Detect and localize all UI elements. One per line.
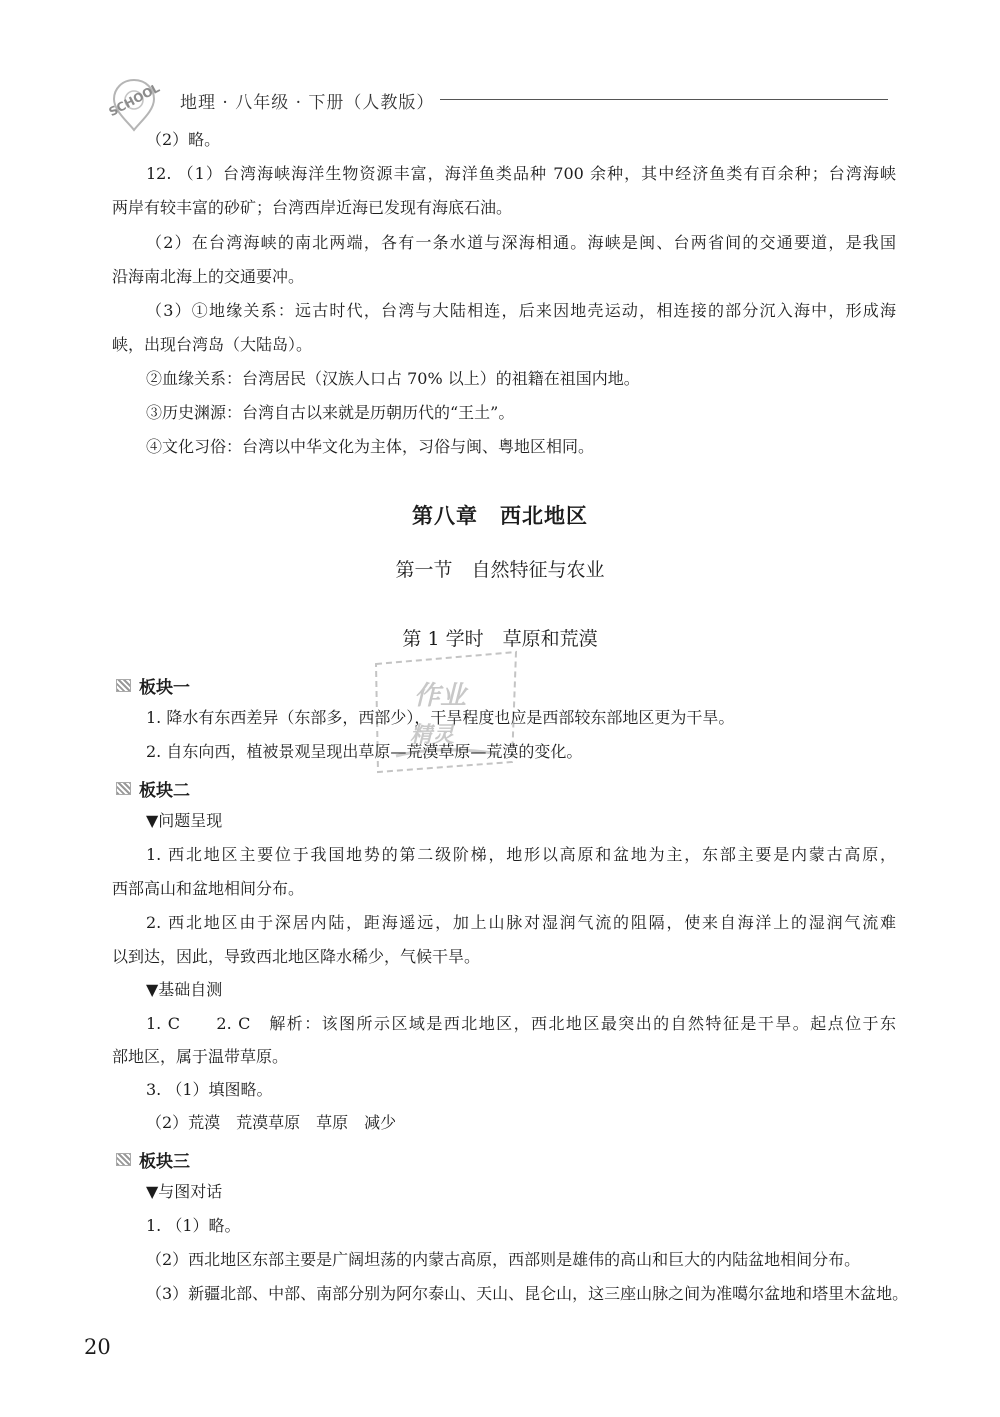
block2-sub2: ▼基础自测 (146, 980, 223, 999)
block1-item1: 1. 降水有东西差异（东部多，西部少），干旱程度也应是西部较东部地区更为干旱。 (146, 708, 735, 727)
block-marker-icon (116, 1153, 131, 1166)
answer-12-3-line2: 峡，出现台湾岛（大陆岛）。 (112, 335, 313, 354)
block1-item2: 2. 自东向西，植被景观呈现出草原—荒漠草原—荒漠的变化。 (146, 742, 583, 761)
school-logo-icon (104, 74, 168, 132)
block2-p1-line1: 1. 西北地区主要位于我国地势的第二级阶梯，地形以高原和盆地为主，东部主要是内蒙古高原， (146, 845, 896, 864)
answer-12-3-blood: ②血缘关系：台湾居民（汉族人口占 70% 以上）的祖籍在祖国内地。 (146, 369, 640, 388)
section-title: 第一节 自然特征与农业 (395, 559, 605, 581)
answer-12-3-history: ③历史渊源：台湾自古以来就是历朝历代的“王土”。 (146, 403, 515, 422)
block1-title: 板块一 (139, 678, 190, 698)
answer-12-3-line1: （3）①地缘关系：远古时代，台湾与大陆相连，后来因地壳运动，相连接的部分沉入海中，形成海 (146, 301, 896, 320)
answer-11-2: （2）略。 (146, 130, 221, 149)
block3-p2: （2）西北地区东部主要是广阔坦荡的内蒙古高原，西部则是雄伟的高山和巨大的内陆盆地相间分布。 (146, 1250, 861, 1269)
block2-p3-line2: 部地区，属于温带草原。 (112, 1047, 289, 1066)
block3-title: 板块三 (139, 1152, 190, 1172)
header-title: 地理 · 八年级 · 下册（人教版） (180, 93, 435, 113)
lesson-title: 第 1 学时 草原和荒漠 (402, 628, 598, 650)
block2-sub1: ▼问题呈现 (146, 811, 223, 830)
answer-12-1-line2: 两岸有较丰富的砂矿；台湾西岸近海已发现有海底石油。 (112, 198, 513, 217)
block2-p2-line2: 以到达，因此，导致西北地区降水稀少，气候干旱。 (112, 947, 481, 966)
answer-12-2-line1: （2）在台湾海峡的南北两端，各有一条水道与深海相通。海峡是闽、台两省间的交通要道，是我国 (146, 233, 896, 252)
answer-12-3-culture: ④文化习俗：台湾以中华文化为主体，习俗与闽、粤地区相同。 (146, 437, 595, 456)
answer-12-2-line2: 沿海南北海上的交通要冲。 (112, 267, 305, 286)
stamp-line1: 作业 (414, 681, 467, 711)
block2-p4: 3. （1）填图略。 (146, 1080, 273, 1099)
chapter-title: 第八章 西北地区 (412, 503, 588, 528)
block1-heading (116, 673, 190, 698)
block3-p3: （3）新疆北部、中部、南部分别为阿尔泰山、天山、昆仑山，这三座山脉之间为准噶尔盆地和塔里木盆地。 (146, 1284, 909, 1303)
block2-p5: （2）荒漠 荒漠草原 草原 减少 (146, 1113, 397, 1132)
block-marker-icon (116, 679, 131, 692)
block2-p3-line1: 1. C 2. C 解析：该图所示区域是西北地区，西北地区最突出的自然特征是干旱。起点位于东 (146, 1014, 896, 1033)
block2-title: 板块二 (139, 781, 190, 801)
svg-text:SCHOOL: SCHOOL (106, 80, 163, 120)
block2-p2-line1: 2. 西北地区由于深居内陆，距海遥远，加上山脉对湿润气流的阻隔，使来自海洋上的湿润气流难 (146, 913, 896, 932)
header-rule (440, 99, 888, 100)
page-number: 20 (84, 1335, 111, 1359)
block3-p1: 1. （1）略。 (146, 1216, 241, 1235)
block2-heading (116, 776, 190, 801)
block2-p1-line2: 西部高山和盆地相间分布。 (112, 879, 305, 898)
stamp-line2: 精灵 (410, 722, 455, 748)
block3-heading (116, 1147, 190, 1172)
block3-sub1: ▼与图对话 (146, 1182, 223, 1201)
block-marker-icon (116, 782, 131, 795)
answer-12-1-line1: 12. （1）台湾海峡海洋生物资源丰富，海洋鱼类品种 700 余种，其中经济鱼类有百余种；台湾海峡 (146, 164, 896, 183)
